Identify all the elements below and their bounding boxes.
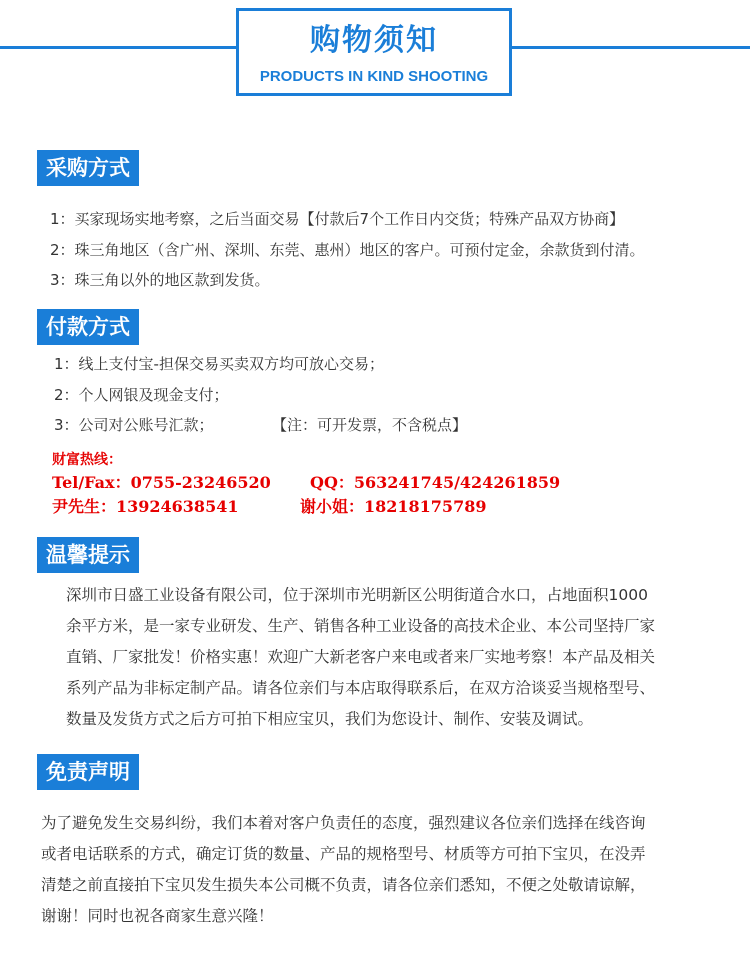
section-heading-purchase: 采购方式 xyxy=(37,150,139,186)
purchase-item-1: 1：买家现场实地考察，之后当面交易【付款后7个工作日内交货；特殊产品双方协商】 xyxy=(50,210,625,228)
disclaimer-line: 清楚之前直接拍下宝贝发生损失本公司概不负责，请各位亲们悉知，不便之处敬请谅解， xyxy=(41,876,646,894)
disclaimer-line: 谢谢！同时也祝各商家生意兴隆！ xyxy=(41,907,274,925)
purchase-item-2: 2：珠三角地区（含广州、深圳、东莞、惠州）地区的客户。可预付定金，余款货到付清。 xyxy=(50,241,645,259)
contact-mr-yin: 尹先生：13924638541 xyxy=(52,497,239,516)
contact-telfax: Tel/Fax：0755-23246520 xyxy=(52,473,271,492)
tips-line: 系列产品为非标定制产品。请各位亲们与本店取得联系后，在双方洽谈妥当规格型号、 xyxy=(66,679,656,697)
tips-paragraph xyxy=(66,580,655,735)
page-title: 购物须知 xyxy=(310,23,438,58)
payment-item-3: 3：公司对公账号汇款； xyxy=(54,416,214,434)
disclaimer-line: 或者电话联系的方式，确定订货的数量、产品的规格型号、材质等方可拍下宝贝，在没弄 xyxy=(41,845,646,863)
section-heading-payment: 付款方式 xyxy=(37,309,139,345)
disclaimer-paragraph xyxy=(41,808,646,932)
tips-line: 余平方米，是一家专业研发、生产、销售各种工业设备的高技术企业、本公司坚持厂家 xyxy=(66,617,656,635)
hotline-label: 财富热线： xyxy=(52,452,122,468)
payment-note: 【注：可开发票，不含税点】 xyxy=(272,416,468,434)
section-heading-disclaimer: 免责声明 xyxy=(37,754,139,790)
tips-line: 深圳市日盛工业设备有限公司，位于深圳市光明新区公明街道合水口，占地面积1000 xyxy=(66,586,648,604)
payment-item-1: 1：线上支付宝-担保交易买卖双方均可放心交易； xyxy=(54,355,384,373)
tips-line: 直销、厂家批发！价格实惠！欢迎广大新老客户来电或者来厂实地考察！本产品及相关 xyxy=(66,648,656,666)
contact-qq: QQ：563241745/424261859 xyxy=(310,473,561,492)
payment-item-2: 2：个人网银及现金支付； xyxy=(54,386,229,404)
contact-ms-xie: 谢小姐：18218175789 xyxy=(300,497,487,516)
header-rule-right xyxy=(512,46,750,49)
header-rule-left xyxy=(0,46,236,49)
disclaimer-line: 为了避免发生交易纠纷，我们本着对客户负责任的态度，强烈建议各位亲们选择在线咨询 xyxy=(41,814,646,832)
page-subtitle: PRODUCTS IN KIND SHOOTING xyxy=(259,68,489,85)
section-heading-tips: 温馨提示 xyxy=(37,537,139,573)
header-title-box xyxy=(236,8,512,96)
tips-line: 数量及发货方式之后方可拍下相应宝贝，我们为您设计、制作、安装及调试。 xyxy=(66,710,594,728)
purchase-item-3: 3：珠三角以外的地区款到发货。 xyxy=(50,271,270,289)
